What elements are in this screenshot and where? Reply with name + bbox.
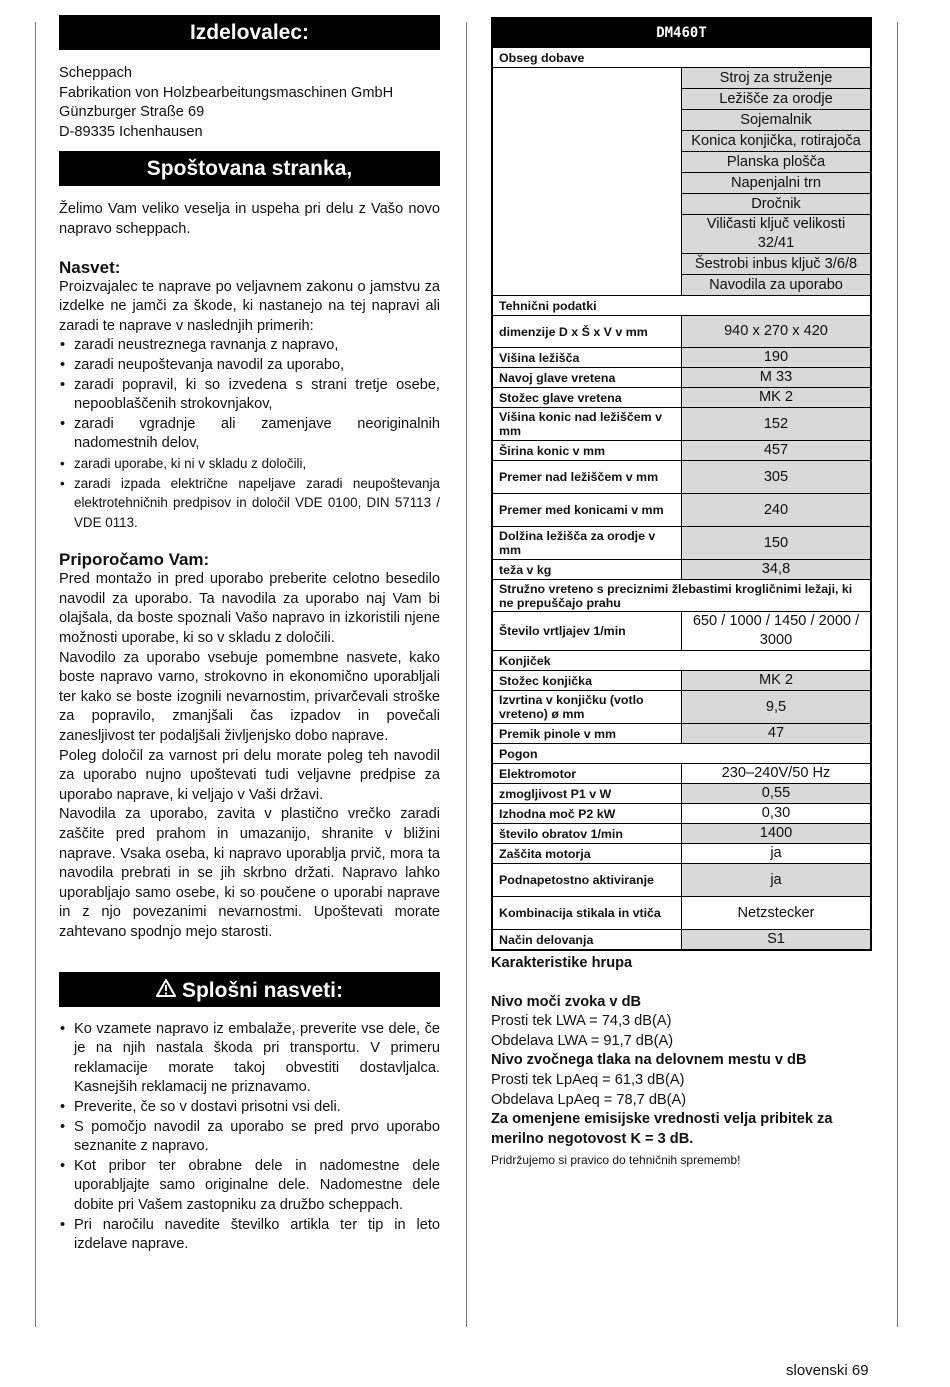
spec-row <box>492 441 871 461</box>
spec-row <box>492 844 871 864</box>
spec-label: Zaščita motorja <box>492 844 682 864</box>
spec-value: 230–240V/50 Hz <box>682 764 872 784</box>
spec-label: število obratov 1/min <box>492 824 682 844</box>
scope-item: Viličasti ključ velikosti 32/41 <box>682 215 872 254</box>
noise-section <box>491 954 872 1171</box>
spec-row <box>492 368 871 388</box>
customer-text: Želimo Vam veliko veselja in uspeha pri delu z Vašo novo napravo scheppach. <box>59 201 440 237</box>
spec-label: Višina konic nad ležiščem v mm <box>492 408 682 441</box>
sound-pressure-title: Nivo zvočnega tlaka na delovnem mestu v dB <box>491 1052 807 1069</box>
spec-label: teža v kg <box>492 560 682 580</box>
note-heading: Nasvet: <box>59 257 121 277</box>
spec-row <box>492 388 871 408</box>
scope-item: Navodila za uporabo <box>682 275 872 296</box>
spec-value: 457 <box>682 441 872 461</box>
note-item: • zaradi izpada električne napeljave zaradi neupoštevanja elektrotehničnih predpisov in določil VDE 0100, DIN 57113 / VDE 0113. <box>59 474 440 533</box>
spec-value: Netzstecker <box>682 897 872 930</box>
spec-row <box>492 527 871 560</box>
spec-label: Stožec konjička <box>492 671 682 691</box>
spec-value: 305 <box>682 461 872 494</box>
scope-item: Dročnik <box>682 194 872 215</box>
tail-label: Konjiček <box>492 651 871 671</box>
note-item: • zaradi popravil, ki so izvedena s strani tretje osebe, nepooblaščenih strokovnjakov, <box>59 376 440 415</box>
spec-table <box>491 17 872 951</box>
spec-value: 190 <box>682 348 872 368</box>
spec-row <box>492 724 871 744</box>
spec-value: S1 <box>682 930 872 951</box>
spec-label: Dolžina ležišča za orodje v mm <box>492 527 682 560</box>
spec-row <box>492 560 871 580</box>
spec-label: Kombinacija stikala in vtiča <box>492 897 682 930</box>
spec-row <box>492 316 871 348</box>
spec-label: dimenzije D x Š x V v mm <box>492 316 682 348</box>
spec-value: 0,30 <box>682 804 872 824</box>
page-footer: slovenski 69 <box>786 1362 869 1379</box>
spec-value: ja <box>682 844 872 864</box>
tech-label: Tehnični podatki <box>492 296 871 316</box>
drive-row <box>492 744 871 764</box>
spec-value: 1400 <box>682 824 872 844</box>
scope-item: Šestrobi inbus ključ 3/6/8 <box>682 254 872 275</box>
recommend-heading: Priporočamo Vam: <box>59 550 210 570</box>
spec-value: ja <box>682 864 872 897</box>
note-item: • zaradi neupoštevanja navodil za uporabo, <box>59 356 440 376</box>
scope-item: Napenjalni trn <box>682 173 872 194</box>
customer-header: Spoštovana stranka, <box>59 151 440 186</box>
center-divider-line <box>466 22 467 1327</box>
right-column <box>491 17 872 1171</box>
spec-row <box>492 671 871 691</box>
address-line: D-89335 Ichenhausen <box>59 123 203 140</box>
spec-value: 150 <box>682 527 872 560</box>
spec-label: Stožec glave vretena <box>492 388 682 408</box>
spec-label: Premer nad ležiščem v mm <box>492 461 682 494</box>
general-item: • Kot pribor ter obrabne dele in nadomestne dele uporabljajte samo originalne dele. Nadomestne dele dobite pri Vašem zastopniku za družbo scheppach. <box>59 1157 440 1216</box>
address-line: Günzburger Straße 69 <box>59 104 205 121</box>
spec-value: 0,55 <box>682 784 872 804</box>
left-margin-line <box>35 22 36 1327</box>
spec-value: 34,8 <box>682 560 872 580</box>
scope-label: Obseg dobave <box>492 48 871 68</box>
spec-label: Navoj glave vretena <box>492 368 682 388</box>
spec-row <box>492 461 871 494</box>
spec-value: 9,5 <box>682 691 872 724</box>
scope-item: Sojemalnik <box>682 110 872 131</box>
spec-row <box>492 408 871 441</box>
spec-label: Izhodna moč P2 kW <box>492 804 682 824</box>
spec-row <box>492 930 871 951</box>
spec-label: Premik pinole v mm <box>492 724 682 744</box>
general-item: • Preverite, če so v dostavi prisotni vsi deli. <box>59 1098 440 1118</box>
tail-row <box>492 651 871 671</box>
sound-pressure-work: Obdelava LpAeq = 78,7 dB(A) <box>491 1091 687 1108</box>
manufacturer-header: Izdelovalec: <box>59 15 440 50</box>
spec-label: Širina konic v mm <box>492 441 682 461</box>
scope-item: Planska plošča <box>682 152 872 173</box>
manufacturer-address <box>59 64 440 142</box>
recommend-paragraph: Navodilo za uporabo vsebuje pomembne nasvete, kako boste napravo varno, strokovno in ekonomično uporabljali ter kako se boste izognili nevarnostim, privarčevali stroške za popravilo, zmanjšali čas izpadov in povečali zanesljivost ter podaljšali življenjsko dobo naprave. <box>59 649 440 745</box>
sound-power-title: Nivo moči zvoka v dB <box>491 993 642 1010</box>
note-list <box>59 336 440 532</box>
spec-title-row <box>492 18 871 48</box>
address-line: Scheppach <box>59 65 133 81</box>
address-line: Fabrikation von Holzbearbeitungsmaschinen GmbH <box>59 84 394 101</box>
spec-value: 650 / 1000 / 1450 / 2000 / 3000 <box>682 612 872 651</box>
spec-value: 940 x 270 x 420 <box>682 316 872 348</box>
spec-row <box>492 494 871 527</box>
spec-row <box>492 864 871 897</box>
spec-label: Izvrtina v konjičku (votlo vreteno) ø mm <box>492 691 682 724</box>
spec-row <box>492 348 871 368</box>
right-margin-line <box>897 22 898 1327</box>
spec-label: Podnapetostno aktiviranje <box>492 864 682 897</box>
spindle-note: Stružno vreteno s preciznimi žlebastimi krogličnimi ležaji, ki ne prepuščajo prahu <box>492 580 871 612</box>
spec-value: 152 <box>682 408 872 441</box>
scope-item: Konica konjička, rotirajoča <box>682 131 872 152</box>
spindle-note-row <box>492 580 871 612</box>
spec-row <box>492 612 871 651</box>
spec-value: M 33 <box>682 368 872 388</box>
spec-row <box>492 784 871 804</box>
spec-label: Število vrtljajev 1/min <box>492 612 682 651</box>
scope-blank-cell <box>492 68 682 296</box>
warning-icon <box>156 973 176 1008</box>
scope-item-row <box>492 68 871 89</box>
noise-title: Karakteristike hrupa <box>491 955 633 971</box>
recommend-paragraph: Poleg določil za varnost pri delu morate poleg teh navodil za uporabo nujno upoštevati tudi veljavne predpise za uporabo naprave, ki veljajo v Vaši državi. <box>59 747 440 803</box>
spec-row <box>492 804 871 824</box>
spec-label: Način delovanja <box>492 930 682 951</box>
general-header <box>59 972 440 1007</box>
tech-row <box>492 296 871 316</box>
spec-label: zmogljivost P1 v W <box>492 784 682 804</box>
drive-label: Pogon <box>492 744 871 764</box>
general-list <box>59 1020 440 1255</box>
general-item: • Ko vzamete napravo iz embalaže, preverite vse dele, če je na njih nastala škoda pri transportu. V primeru reklamacije morate takoj obvestiti dostavljalca. Kasnejših reklamacij ne priznavamo. <box>59 1020 440 1098</box>
spec-label: Premer med konicami v mm <box>492 494 682 527</box>
left-column <box>59 15 440 1255</box>
spec-value: MK 2 <box>682 671 872 691</box>
sound-pressure-idle: Prosti tek LpAeq = 61,3 dB(A) <box>491 1071 685 1088</box>
spec-row <box>492 764 871 784</box>
rights-reserved-note: Pridržujemo si pravico do tehničnih sprememb! <box>491 1153 741 1168</box>
spec-label: Višina ležišča <box>492 348 682 368</box>
sound-power-idle: Prosti tek LWA = 74,3 dB(A) <box>491 1013 672 1030</box>
uncertainty-note: Za omenjene emisijske vrednosti velja pribitek za merilno negotovost K = 3 dB. <box>491 1111 833 1147</box>
note-item: • zaradi neustreznega ravnanja z napravo, <box>59 336 440 356</box>
spec-value: 240 <box>682 494 872 527</box>
spec-value: 47 <box>682 724 872 744</box>
sound-power-work: Obdelava LWA = 91,7 dB(A) <box>491 1032 674 1049</box>
spec-row <box>492 691 871 724</box>
spec-label: Elektromotor <box>492 764 682 784</box>
note-item: • zaradi uporabe, ki ni v skladu z določili, <box>59 454 440 474</box>
scope-row <box>492 48 871 68</box>
scope-item: Ležišče za orodje <box>682 89 872 110</box>
general-item: • Pri naročilu navedite številko artikla ter tip in leto izdelave naprave. <box>59 1216 440 1255</box>
general-item: • S pomočjo navodil za uporabo se pred prvo uporabo seznanite z napravo. <box>59 1118 440 1157</box>
recommend-paragraph: Pred montažo in pred uporabo preberite celotno besedilo navodil za uporabo. Ta navodila za uporabo naj Vam bi olajšala, da boste spoznali Vašo napravo in izkoristili njene možnosti uporabe, ki so v skladu z določili. <box>59 571 440 647</box>
note-item: • zaradi vgradnje ali zamenjave neoriginalnih nadomestnih delov, <box>59 415 440 454</box>
model-name: DM460T <box>492 18 871 48</box>
note-text: Proizvajalec te naprave po veljavnem zakonu o jamstvu za izdelke ne jamči za škode, ki nastanejo na tej napravi ali zaradi te naprave v naslednjih primerih: <box>59 278 440 334</box>
spec-row <box>492 824 871 844</box>
recommend-paragraph: Navodila za uporabo, zavita v plastično vrečko zaradi zaščite pred prahom in umazanijo, shranite v bližini naprave. Vsaka oseba, ki napravo uporablja prvič, mora ta navodila prebrati in se jih skrbno držati. Napravo lahko uporabljajo samo osebe, ki so poučene o uporabi naprave in z njo povezanimi nevarnostmi. Upoštevati morate zahtevano spodnjo mejo starosti. <box>59 806 440 940</box>
spec-row <box>492 897 871 930</box>
spec-value: MK 2 <box>682 388 872 408</box>
general-header-title: Splošni nasveti: <box>181 978 344 1002</box>
scope-item: Stroj za struženje <box>682 68 872 89</box>
